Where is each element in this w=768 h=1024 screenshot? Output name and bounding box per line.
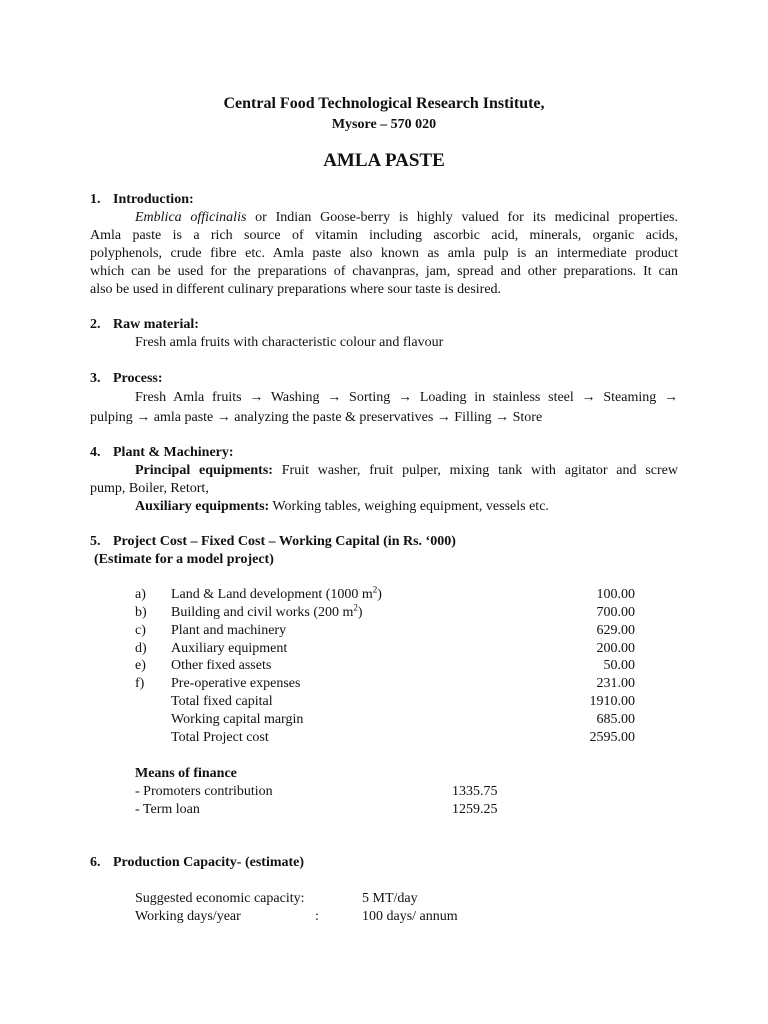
finance-item-value: 1259.25	[452, 802, 498, 817]
cost-item-label: d)	[135, 641, 147, 656]
capacity-item-text: Suggested economic capacity:	[135, 891, 305, 906]
institute-location: Mysore – 570 020	[331, 117, 437, 132]
section-heading: 4. Plant & Machinery:	[90, 445, 234, 460]
cost-item-text: Land & Land development (1000 $m^2$)	[171, 584, 382, 602]
cost-row	[135, 711, 635, 729]
capacity-row	[135, 908, 575, 926]
process-line: pulping → amla paste → analyzing the paste & preservatives → Filling → Store	[90, 410, 543, 425]
capacity-item-value: 100 days/ annum	[362, 909, 458, 924]
cost-row	[135, 622, 635, 640]
cost-item-text: Total Project cost	[171, 730, 269, 745]
cost-item-text: Building and civil works (200 $m^2$)	[171, 602, 363, 620]
intro-line: polyphenols, crude fibre etc. Amla paste also known as amla pulp is an intermediate product	[90, 246, 678, 261]
cost-item-value: 231.00	[596, 676, 635, 691]
finance-item-text: - Promoters contribution	[135, 784, 273, 799]
institute-name: Central Food Technological Research Institute,	[223, 95, 545, 112]
cost-item-value: 200.00	[596, 641, 635, 656]
section-heading: 1. Introduction:	[90, 192, 194, 207]
finance-row	[135, 783, 535, 801]
section-heading: 2. Raw material:	[90, 317, 199, 332]
principal-equipment-line: Principal equipments: Fruit washer, fruit pulper, mixing tank with agitator and screw	[135, 463, 678, 478]
section-heading: 6. Production Capacity- (estimate)	[90, 855, 305, 870]
section-raw-material	[90, 316, 678, 352]
cost-item-text: Plant and machinery	[171, 623, 287, 638]
section-plant-machinery	[90, 444, 678, 516]
cost-row	[135, 640, 635, 658]
cost-item-value: 629.00	[596, 623, 635, 638]
cost-item-text: Auxiliary equipment	[171, 641, 288, 656]
cost-item-value: 50.00	[603, 658, 635, 673]
section-heading: 5. Project Cost – Fixed Cost – Working Capital (in Rs. ‘000)	[90, 534, 456, 549]
finance-heading: Means of finance	[135, 766, 237, 781]
cost-row	[135, 586, 635, 604]
principal-equipment-line: pump, Boiler, Retort,	[90, 481, 209, 496]
auxiliary-equipment-line: Auxiliary equipments: Working tables, weighing equipment, vessels etc.	[135, 499, 549, 514]
cost-item-value: 700.00	[596, 605, 635, 620]
cost-item-text: Pre-operative expenses	[171, 676, 301, 691]
section-subheading: (Estimate for a model project)	[94, 552, 274, 567]
cost-row	[135, 604, 635, 622]
section-introduction	[90, 191, 678, 299]
cost-item-value: 100.00	[596, 587, 635, 602]
cost-item-text: Working capital margin	[171, 712, 304, 727]
finance-item-text: - Term loan	[135, 802, 200, 817]
cost-row	[135, 693, 635, 711]
process-line: Fresh Amla fruits → Washing → Sorting → Loading in stainless steel → Steaming →	[135, 390, 678, 405]
intro-line: which can be used for the preparations of chavanpras, jam, spread and other preparations. It can	[90, 264, 678, 279]
intro-line: also be used in different culinary preparations where sour taste is desired.	[90, 282, 502, 297]
cost-item-label: a)	[135, 587, 146, 602]
cost-row	[135, 657, 635, 675]
capacity-item-value: 5 MT/day	[362, 891, 418, 906]
finance-item-value: 1335.75	[452, 784, 498, 799]
capacity-item-text: Working days/year	[135, 909, 241, 924]
cost-item-value: 2595.00	[589, 730, 635, 745]
cost-row	[135, 675, 635, 693]
section-production-capacity	[90, 854, 678, 872]
raw-material-text: Fresh amla fruits with characteristic colour and flavour	[135, 335, 444, 350]
intro-line: Emblica officinalis or Indian Goose-berry is highly valued for its medicinal properties.	[135, 210, 679, 225]
section-project-cost	[90, 533, 678, 569]
cost-item-value: 1910.00	[589, 694, 635, 709]
finance-row	[135, 801, 535, 819]
cost-item-label: f)	[135, 676, 145, 691]
cost-item-label: e)	[135, 658, 146, 673]
section-heading: 3. Process:	[90, 371, 163, 386]
section-process	[90, 370, 678, 428]
cost-item-label: c)	[135, 623, 146, 638]
document-title: AMLA PASTE	[323, 150, 445, 171]
species-name: Emblica officinalis	[135, 210, 247, 225]
capacity-row	[135, 890, 575, 908]
capacity-item-colon: :	[315, 909, 319, 924]
cost-item-value: 685.00	[596, 712, 635, 727]
cost-item-label: b)	[135, 605, 147, 620]
cost-item-text: Other fixed assets	[171, 658, 272, 673]
cost-item-text: Total fixed capital	[171, 694, 273, 709]
intro-line: Amla paste is a rich source of vitamin including ascorbic acid, minerals, organic acids,	[90, 228, 678, 243]
cost-row	[135, 729, 635, 747]
